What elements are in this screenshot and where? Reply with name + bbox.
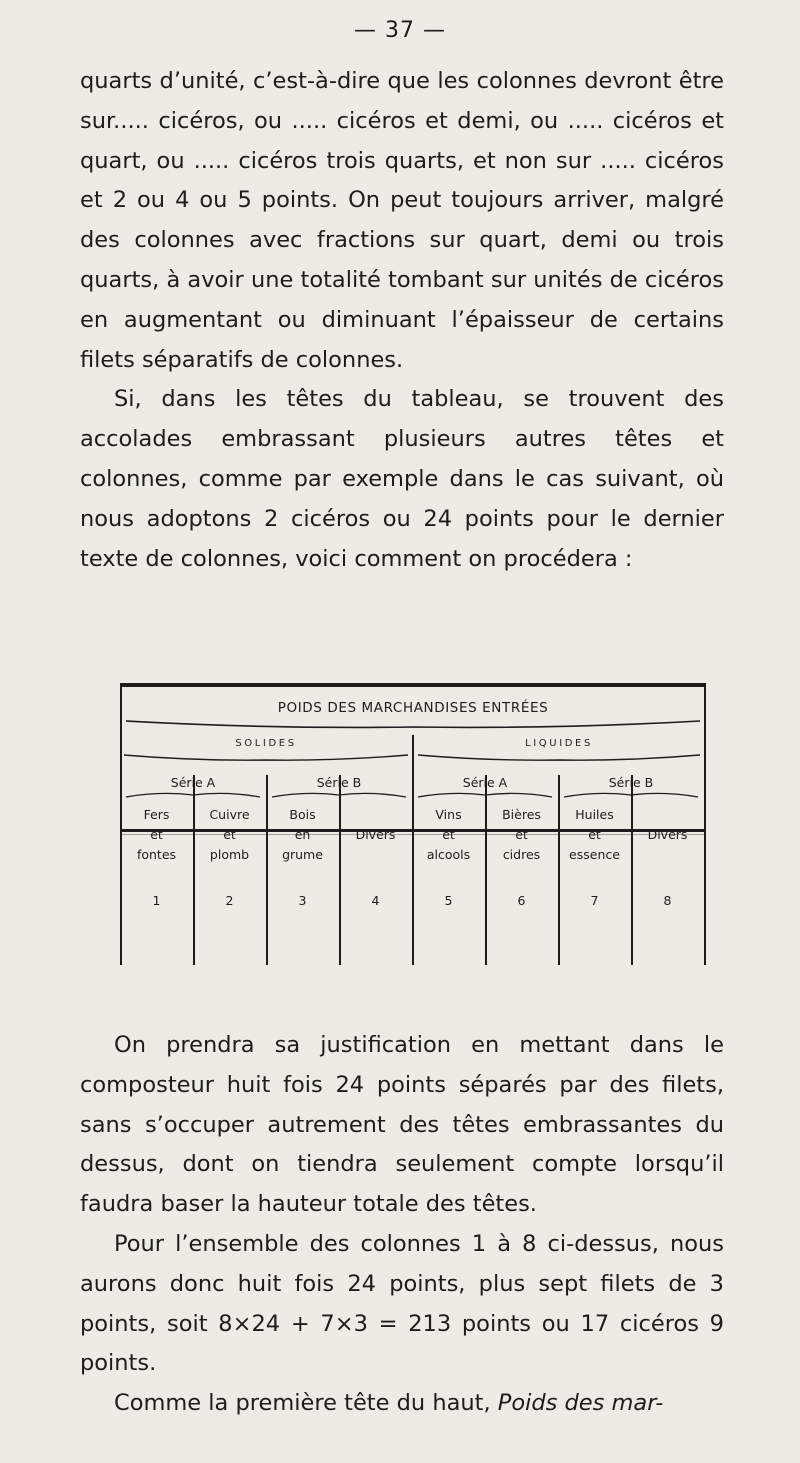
paragraph-calculation: Pour l’ensemble des colonnes 1 à 8 ci-dessus, nous aurons donc huit fois 24 points, plus sept filets de 3 points, soit 8×24 + 7×3 = 213 points ou 17 cicéros 9 points. xyxy=(80,1230,724,1377)
column-number: 2 xyxy=(225,893,234,908)
series-heading: Série A xyxy=(462,775,508,790)
group-brace-liquides xyxy=(414,753,704,763)
paragraph-continued: quarts d’unité, c’est-à-dire que les colonnes devront être sur..... cicéros, ou ..... cicéros et demi, ou ..... cicéros et quart, ou ..... cicéros trois quarts, et non sur ..... cicéros et 2 ou 4 ou 5 points. On peut toujours arriver, malgré des colonnes avec fractions sur quart, demi ou trois quarts, à avoir une totalité tombant sur unités de cicéros en augmentant ou diminuant l’épaisseur de certains filets séparatifs de colonnes. xyxy=(80,68,724,373)
column-head: Huiles et essence xyxy=(569,807,620,862)
column-head: Bois en grume xyxy=(282,807,323,862)
column-divider xyxy=(339,775,341,965)
column-head: Cuivre et plomb xyxy=(209,807,250,862)
series-heading: Série B xyxy=(608,775,654,790)
column-number: 4 xyxy=(371,893,380,908)
column-head: Bières et cidres xyxy=(502,807,541,862)
column-number: 7 xyxy=(590,893,599,908)
column-divider xyxy=(631,775,633,965)
series-brace xyxy=(558,791,704,799)
column-divider xyxy=(193,775,195,965)
column-divider xyxy=(558,775,560,965)
column-number: 6 xyxy=(517,893,526,908)
column-number: 8 xyxy=(663,893,672,908)
group-brace-solides xyxy=(120,753,412,763)
group-heading-solides: SOLIDES xyxy=(235,738,297,749)
column-number: 3 xyxy=(298,893,307,908)
final-italic-text: Poids des mar- xyxy=(497,1390,664,1417)
column-number: 1 xyxy=(152,893,161,908)
column-divider xyxy=(266,775,268,965)
text-block-top xyxy=(80,62,724,579)
table-title: POIDS DES MARCHANDISES ENTRÉES xyxy=(277,700,549,716)
series-heading: Série A xyxy=(170,775,216,790)
table-top-rule xyxy=(120,683,706,687)
column-head: Divers xyxy=(355,827,396,842)
series-brace xyxy=(120,791,266,799)
merchandise-table xyxy=(120,683,706,965)
paragraph-accolades: Si, dans les têtes du tableau, se trouvent des accolades embrassant plusieurs autres têtes et colonnes, comme par exemple dans le cas suivant, où nous adoptons 2 cicéros ou 24 points pour le dernier texte de colonnes, voici comment on procédera : xyxy=(80,386,724,572)
series-brace xyxy=(266,791,412,799)
final-text: Comme la première tête du haut, xyxy=(114,1390,491,1417)
column-divider xyxy=(485,775,487,965)
column-head: Fers et fontes xyxy=(136,807,177,862)
group-heading-liquides: LIQUIDES xyxy=(525,738,593,749)
column-head: Vins et alcools xyxy=(426,807,471,862)
page-number: — 37 — xyxy=(354,18,446,43)
text-block-bottom xyxy=(80,1026,724,1424)
paragraph-final xyxy=(80,1384,724,1424)
column-head: Divers xyxy=(647,827,688,842)
column-number: 5 xyxy=(444,893,453,908)
paragraph-justification: On prendra sa justification en mettant dans le composteur huit fois 24 points séparés par des filets, sans s’occuper autrement des têtes embrassantes du dessus, dont on tiendra seulement compte lorsqu’il faudra baser la hauteur totale des têtes. xyxy=(80,1032,724,1218)
series-heading: Série B xyxy=(316,775,362,790)
series-brace xyxy=(412,791,558,799)
title-brace xyxy=(120,719,706,731)
